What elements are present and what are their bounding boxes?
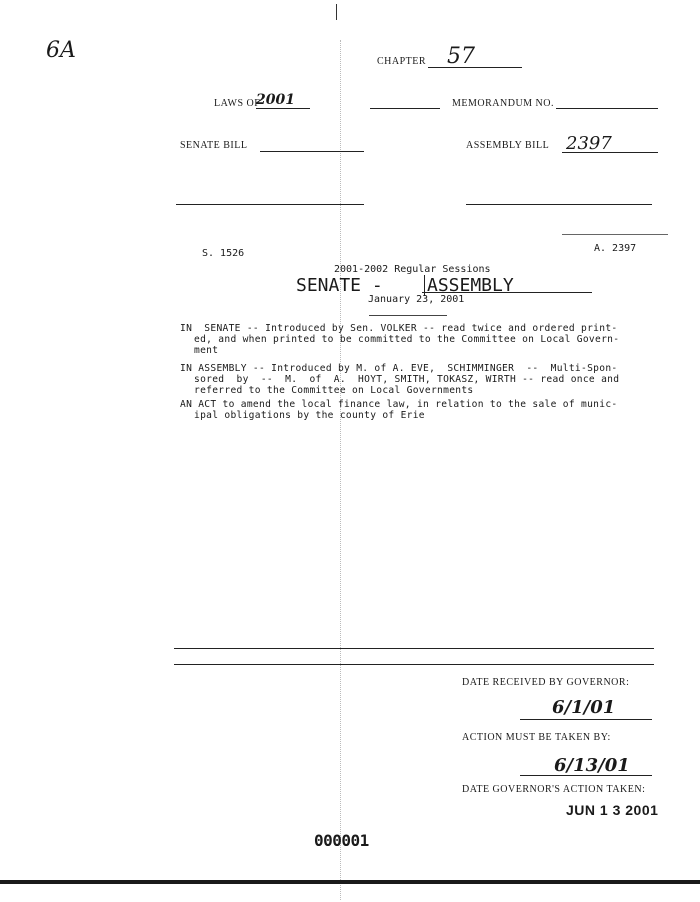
page-number: 000001 <box>314 831 369 850</box>
title-underline <box>422 292 592 293</box>
memo-underline <box>556 108 658 109</box>
chapter-underline <box>428 67 522 68</box>
date-underline <box>369 315 447 316</box>
assembly-bill-underline <box>562 152 658 153</box>
received-value: 6/1/01 <box>552 697 616 718</box>
blank-line-middle <box>370 108 440 109</box>
senate-bill-label: SENATE BILL <box>180 140 248 151</box>
assembly-number: A. 2397 <box>594 243 637 254</box>
assembly-intro-line-1: IN ASSEMBLY -- Introduced by M. of A. EVE, SCHIMMINGER -- Multi-Spon- <box>180 363 618 374</box>
received-underline <box>520 719 652 720</box>
senate-intro-line-1: IN SENATE -- Introduced by Sen. VOLKER -- read twice and ordered print- <box>180 323 618 334</box>
short-rule-right <box>562 234 668 235</box>
senate-number: S. 1526 <box>202 248 245 259</box>
chapter-value: 57 <box>447 44 475 69</box>
fold-line <box>340 40 341 900</box>
chapter-label: CHAPTER <box>377 56 427 67</box>
deadline-value: 6/13/01 <box>554 755 630 776</box>
memo-label: MEMORANDUM NO. <box>452 98 555 109</box>
laws-underline <box>256 108 310 109</box>
house-title-main: ASSEMBLY <box>424 275 514 296</box>
session-text: 2001-2002 Regular Sessions <box>334 264 491 275</box>
action-stamp: JUN 1 3 2001 <box>566 802 659 818</box>
senate-intro-line-3: ment <box>194 345 219 356</box>
blank-line-left <box>176 204 364 205</box>
deadline-underline <box>520 775 652 776</box>
separator-line-2 <box>174 664 654 665</box>
laws-value: 2001 <box>256 92 295 108</box>
assembly-intro-line-3: referred to the Committee on Local Governments <box>194 385 474 396</box>
separator-line-1 <box>174 648 654 649</box>
assembly-bill-value: 2397 <box>566 133 612 154</box>
senate-bill-underline <box>260 151 364 152</box>
senate-intro-line-2: ed, and when printed to be committed to the Committee on Local Govern- <box>194 334 620 345</box>
act-line-2: ipal obligations by the county of Erie <box>194 410 425 421</box>
house-title-prefix: SENATE - <box>296 275 383 296</box>
top-tick-mark <box>336 4 337 20</box>
laws-label: LAWS OF <box>214 98 261 109</box>
page-marker: 6A <box>46 38 76 63</box>
bottom-border <box>0 880 700 884</box>
bill-date: January 23, 2001 <box>368 294 465 305</box>
action-label: DATE GOVERNOR'S ACTION TAKEN: <box>462 784 646 795</box>
deadline-label: ACTION MUST BE TAKEN BY: <box>462 732 611 743</box>
assembly-intro-line-2: sored by -- M. of A. HOYT, SMITH, TOKASZ, WIRTH -- read once and <box>194 374 620 385</box>
blank-line-right <box>466 204 652 205</box>
received-label: DATE RECEIVED BY GOVERNOR: <box>462 677 630 688</box>
act-line-1: AN ACT to amend the local finance law, in relation to the sale of munic- <box>180 399 618 410</box>
assembly-bill-label: ASSEMBLY BILL <box>466 140 550 151</box>
